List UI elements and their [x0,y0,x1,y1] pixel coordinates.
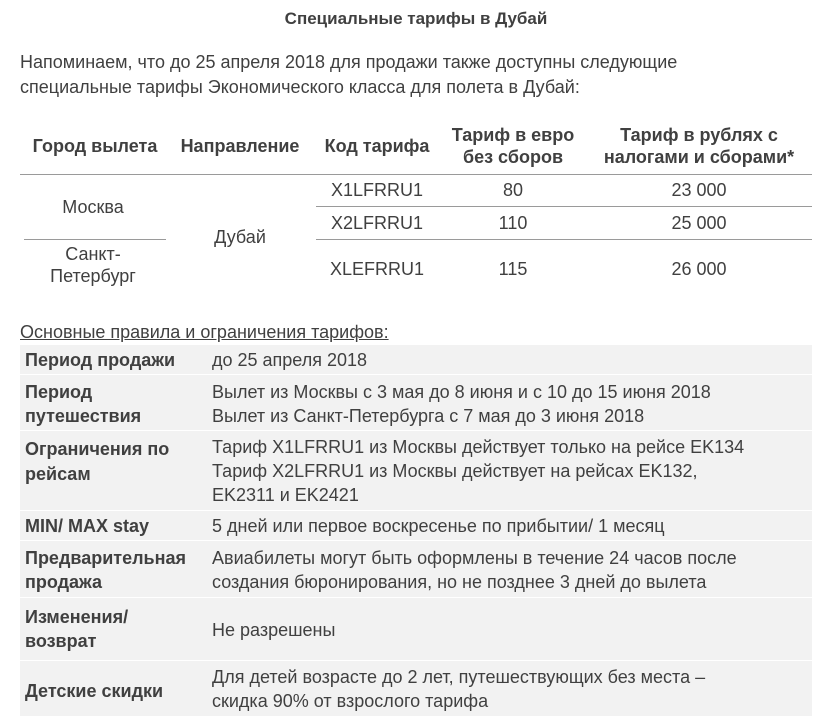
header-rub-line1: Тариф в рублях с [620,125,778,145]
rule-value-line: скидка 90% от взрослого тарифа [212,691,489,711]
intro-line: специальные тарифы Экономического класса для полета в Дубай: [20,77,580,97]
city-moscow: Москва [62,197,124,217]
fare-rub: 25 000 [671,213,727,233]
rule-label [25,380,205,428]
rule-value [212,546,812,594]
rule-row-travel-period [20,374,812,430]
header-eur [438,124,588,168]
city-divider [24,239,166,240]
fare-code: X2LFRRU1 [330,213,424,233]
rule-value-line: Тариф X1LFRRU1 из Москвы действует только на рейсе EK134 [212,437,745,457]
rule-value-line: EK2311 и EK2421 [212,485,359,505]
rule-label-line: Период продажи [25,350,176,370]
fare-code: X1LFRRU1 [330,180,424,200]
header-eur-line2: без сборов [462,147,564,167]
rule-label-line: Изменения/ [25,607,129,627]
intro-text [20,50,820,100]
fare-eur: 110 [498,213,528,233]
fare-eur: 115 [498,259,528,279]
rule-row-sales-period [20,344,812,374]
row-divider [316,206,812,207]
city-spb [20,243,166,287]
rule-row-stay [20,510,812,540]
header-city: Город вылета [32,136,158,156]
rule-label [25,605,205,653]
row-divider [316,239,812,240]
fare-eur: 80 [502,180,524,200]
rule-value [212,380,812,428]
table-divider [20,174,812,175]
rule-label-line: Период [25,382,93,402]
rule-value-line: создания бюронирования, но не позднее 3 дней до вылета [212,572,707,592]
rule-value-line: 5 дней или первое воскресенье по прибытии/ 1 месяц [212,516,665,536]
rule-label-line: путешествия [25,406,142,426]
header-code: Код тарифа [324,136,430,156]
fare-code: XLEFRRU1 [329,259,425,279]
page-title: Специальные тарифы в Дубай [284,9,548,28]
rule-label-line: возврат [25,631,97,651]
rule-value-line: Вылет из Москвы с 3 мая до 8 июня и с 10 до 15 июня 2018 [212,382,711,402]
fares-table [20,122,812,302]
header-direction: Направление [180,136,300,156]
rule-label-line: Предварительная [25,548,186,568]
rule-value [212,618,812,642]
header-rub [590,124,808,168]
header-rub-line2: налогами и сборами* [603,147,795,167]
intro-line: Напоминаем, что до 25 апреля 2018 для продажи также доступны следующие [20,52,678,72]
rule-value-line: Не разрешены [212,620,336,640]
rule-label [25,546,205,594]
rule-label [25,679,205,703]
rules-title: Основные правила и ограничения тарифов: [20,322,389,342]
rule-row-flight-restrictions [20,430,812,510]
rule-value [212,435,812,507]
rule-label-line: MIN/ MAX stay [25,516,150,536]
rule-label [25,437,205,487]
rule-value-line: до 25 апреля 2018 [212,350,368,370]
rule-value-line: Для детей возрасте до 2 лет, путешествующих без места – [212,667,706,687]
fare-rub: 26 000 [671,259,727,279]
city-spb-line2: Петербург [50,266,136,286]
direction-cell: Дубай [214,227,266,247]
rule-value-line: Авиабилеты могут быть оформлены в течение 24 часов после [212,548,737,568]
rule-value [212,665,812,713]
rule-label [25,348,205,372]
rule-row-changes [20,597,812,660]
rule-value-line: Вылет из Санкт-Петербурга с 7 мая до 3 июня 2018 [212,406,645,426]
fare-rub: 23 000 [671,180,727,200]
rule-row-advance-purchase [20,540,812,597]
rule-label-line: рейсам [25,464,91,484]
rule-label [25,514,205,538]
rule-value [212,348,812,372]
city-spb-line1: Санкт- [65,244,121,264]
rule-value-line: Тариф X2LFRRU1 из Москвы действует на рейсах EK132, [212,461,698,481]
rule-label-line: Детские скидки [25,681,164,701]
rule-value [212,514,812,538]
rule-row-child-discounts [20,660,812,716]
header-eur-line1: Тариф в евро [451,125,575,145]
rule-label-line: продажа [25,572,103,592]
rule-label-line: Ограничения по [25,439,170,459]
